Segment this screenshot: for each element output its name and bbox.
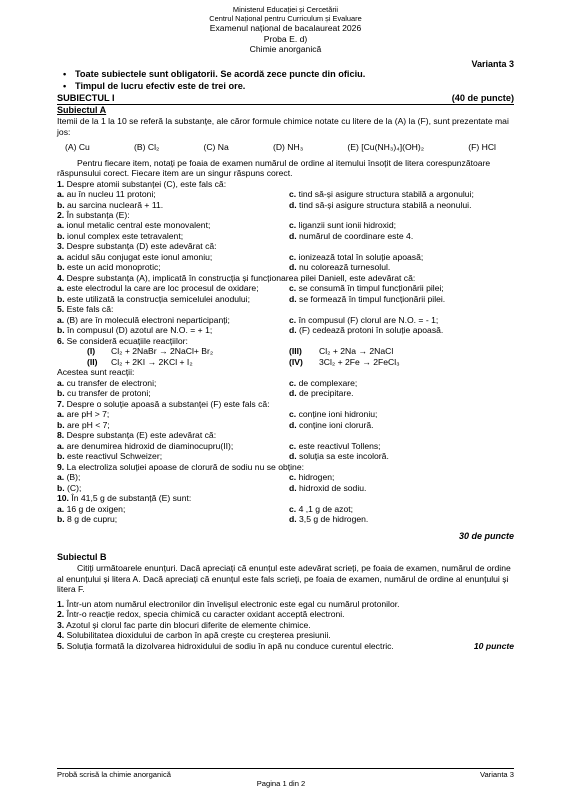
option-d: d. nu colorează turnesolul.	[289, 262, 391, 273]
statement-item: 1. Într-un atom numărul electronilor din învelișul electronic este egal cu numărul protonilor.	[57, 598, 400, 609]
equation-4: 3Cl₂ + 2Fe → 2FeCl₃	[319, 356, 400, 367]
page-number: Pagina 1 din 2	[256, 779, 306, 788]
rule-item: • Timpul de lucru efectiv este de trei ore.	[63, 81, 514, 92]
rule-item: • Toate subiectele sunt obligatorii. Se acordă zece puncte din oficiu.	[63, 69, 514, 80]
option-a: a. este electrodul la care are loc procesul de oxidare;	[57, 283, 259, 294]
option-c: c. 4 ,1 g de azot;	[289, 503, 354, 514]
exam-title: Examenul național de bacalaureat 2026	[209, 23, 362, 34]
item-question: 4. Despre substanța (A), implicată în construcția și funcționarea pilei Daniell, este adevărat că:	[57, 272, 416, 283]
statement-item: 2. Într-o reacție redox, specia chimică cu caracter oxidant acceptă electroni.	[57, 609, 345, 620]
option-b: b. ionul complex este tetravalent;	[57, 230, 184, 241]
option-d: d. (F) cedează protoni în soluție apoasă.	[289, 325, 444, 336]
variant-label: Varianta 3	[471, 58, 514, 69]
statement-item: 4. Solubilitatea dioxidului de carbon în apă crește cu creșterea presiunii.	[57, 630, 331, 641]
item-2	[57, 210, 514, 241]
item-4	[57, 273, 514, 304]
equation-row: (II) Cl₂ + 2KI → 2KCl + I₂ (IV) 3Cl₂ + 2Fe → 2FeCl₃	[87, 356, 400, 367]
statement-item: 5. Soluția formată la dizolvarea hidroxidului de sodiu în apă nu conduce curentul electric. 10 puncte	[57, 640, 514, 651]
formula-b: (B) Cl₂	[134, 142, 160, 153]
subject-1-title: SUBIECTUL I	[57, 92, 115, 103]
formula-list	[65, 142, 514, 152]
item-3	[57, 241, 514, 272]
subject-a-title: Subiectul A	[57, 105, 107, 116]
option-a: a. ionul metalic central este monovalent;	[57, 220, 211, 231]
item-10	[57, 493, 514, 524]
exam-page	[57, 0, 514, 651]
formula-e: (E) [Cu(NH₃)₄](OH)₂	[347, 142, 425, 153]
item-question: 6. Se consideră ecuațiile reacțiilor:	[57, 335, 188, 346]
formula-a: (A) Cu	[65, 142, 90, 153]
option-b: b. este reactivul Schweizer;	[57, 451, 163, 462]
item-question: 2. În substanța (E):	[57, 209, 130, 220]
subject-a-intro: Itemii de la 1 la 10 se referă la substanțe, ale căror formule chimice notate cu litere de la (A) la (F), sunt prezentate mai jos:	[57, 116, 509, 137]
proba-title: Proba E. d)	[263, 33, 308, 44]
equation-3: Cl₂ + 2Na → 2NaCl	[319, 346, 394, 357]
center-name: Centrul Național pentru Curriculum și Evaluare	[209, 14, 362, 24]
option-d: d. conține ioni clorură.	[289, 419, 374, 430]
option-d: d. soluția sa este incoloră.	[289, 451, 389, 462]
option-c: c. se consumă în timpul funcționării pilei;	[289, 283, 444, 294]
option-d: d. numărul de coordinare este 4.	[289, 230, 414, 241]
option-b: b. au sarcina nucleară + 11.	[57, 199, 164, 210]
subject-a-points: 30 de puncte	[458, 530, 514, 541]
item-question: 10. În 41,5 g de substanță (E) sunt:	[57, 493, 192, 504]
subject-b-title: Subiectul B	[57, 552, 107, 563]
equation-row: (I) Cl₂ + 2NaBr → 2NaCl+ Br₂ (III) Cl₂ + 2Na → 2NaCl	[87, 346, 394, 357]
option-c: c. este reactivul Tollens;	[289, 440, 381, 451]
page-footer	[57, 768, 514, 779]
option-d: d. hidroxid de sodiu.	[289, 482, 367, 493]
option-d: d. de precipitare.	[289, 388, 354, 399]
statement-item: 3. Azotul și clorul fac parte din blocuri diferite de elemente chimice.	[57, 619, 311, 630]
option-a: a. are denumirea hidroxid de diaminocupru(II);	[57, 440, 234, 451]
item-question: 3. Despre substanța (D) este adevărat că:	[57, 241, 217, 252]
item-question: 1. Despre atomii substanței (C), este fals că:	[57, 178, 227, 189]
option-b: b. 8 g de cupru;	[57, 514, 118, 525]
item-question: 7. Despre o soluție apoasă a substanței (F) este fals că:	[57, 398, 270, 409]
item-question: 9. La electroliza soluției apoase de clorură de sodiu nu se obține:	[57, 461, 304, 472]
option-a: a. au în nucleu 11 protoni;	[57, 189, 156, 200]
formula-c: (C) Na	[203, 142, 229, 153]
option-a: a. acidul său conjugat este ionul amoniu;	[57, 251, 213, 262]
statement-list	[57, 599, 514, 651]
item-7	[57, 399, 514, 430]
subject-b-points: 10 puncte	[473, 640, 514, 651]
option-c: c. hidrogen;	[289, 472, 335, 483]
item-5	[57, 304, 514, 335]
subject-header	[57, 93, 514, 105]
option-c: c. de complexare;	[289, 377, 358, 388]
option-d: d. se formează în timpul funcționării pilei.	[289, 293, 446, 304]
item-6	[57, 336, 514, 399]
option-d: d. 3,5 g de hidrogen.	[289, 514, 369, 525]
equation-1: Cl₂ + 2NaBr → 2NaCl+ Br₂	[111, 346, 214, 357]
option-d: d. tind să-și asigure structura stabilă a neonului.	[289, 199, 472, 210]
formula-d: (D) NH₃	[272, 142, 304, 153]
option-c: c. conține ioni hidroniu;	[289, 409, 378, 420]
option-b: b. are pH < 7;	[57, 419, 110, 430]
subject-1-points: (40 de puncte)	[451, 92, 514, 103]
ministry-name: Ministerul Educației și Cercetării	[232, 5, 339, 14]
subject-b-intro: Citiți următoarele enunțuri. Dacă apreciați că enunțul este adevărat scrieți, pe foaia de examen, numărul de ordine al enunțului și litera A. Dacă apreciați că enunțul este fals scrieți, pe foaia de examen, numărul de ordine al enunțului și litera F.	[57, 563, 511, 595]
item-question-continuation: Acestea sunt reacții:	[57, 367, 135, 378]
option-b: b. este utilizată la construcția semicelulei anodului;	[57, 293, 250, 304]
option-b: b. este un acid monoprotic;	[57, 262, 161, 273]
subject-a-instructions: Pentru fiecare item, notați pe foaia de examen numărul de ordine al itemului însoțit de litera corespunzătoare răspunsului corect. Fiecare item are un singur răspuns corect.	[57, 157, 491, 179]
option-b: b. (C);	[57, 482, 82, 493]
rules-list	[57, 69, 514, 91]
option-a: a. are pH > 7;	[57, 409, 110, 420]
footer-right: Varianta 3	[479, 770, 514, 779]
option-b: b. în compusul (D) azotul are N.O. = + 1;	[57, 325, 213, 336]
option-c: c. tind să-și asigure structura stabilă a argonului;	[289, 189, 474, 200]
option-a: a. cu transfer de electroni;	[57, 377, 157, 388]
option-a: a. (B) are în moleculă electroni neparticipanți;	[57, 314, 230, 325]
item-question: 5. Este fals că:	[57, 304, 114, 315]
option-c: c. ionizează total în soluție apoasă;	[289, 251, 424, 262]
footer-left: Probă scrisă la chimie anorganică	[57, 770, 171, 779]
option-a: a. 16 g de oxigen;	[57, 503, 126, 514]
option-c: c. liganzii sunt ionii hidroxid;	[289, 220, 397, 231]
item-9	[57, 462, 514, 493]
subject-title: Chimie anorganică	[249, 44, 322, 55]
equation-2: Cl₂ + 2KI → 2KCl + I₂	[111, 356, 193, 367]
item-1	[57, 179, 514, 210]
option-b: b. cu transfer de protoni;	[57, 388, 151, 399]
formula-f: (F) HCl	[468, 142, 496, 153]
option-a: a. (B);	[57, 472, 81, 483]
item-8	[57, 430, 514, 461]
item-question: 8. Despre substanța (E) este adevărat că:	[57, 430, 217, 441]
option-c: c. în compusul (F) clorul are N.O. = - 1;	[289, 314, 439, 325]
